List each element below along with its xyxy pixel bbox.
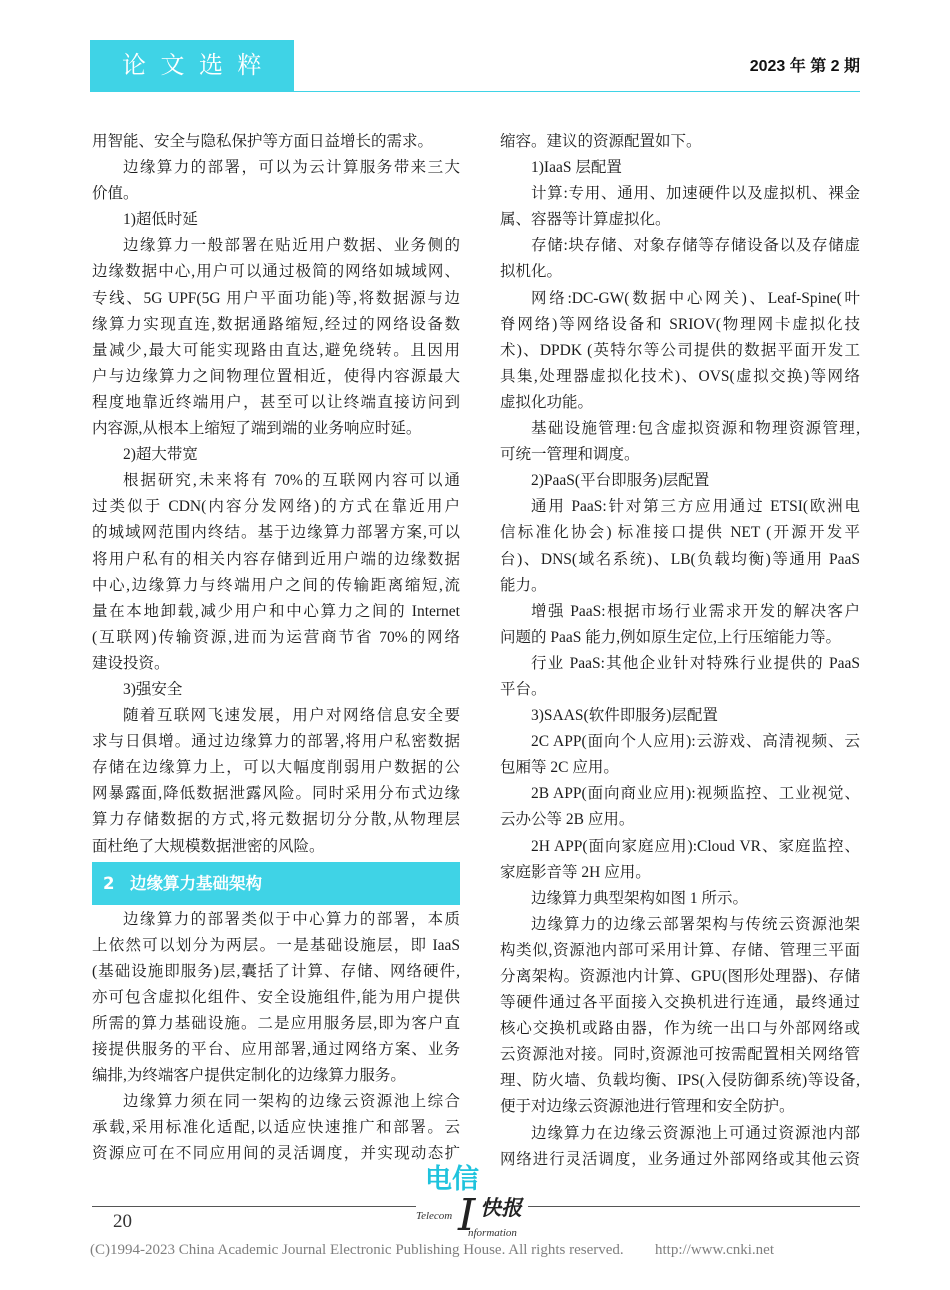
text-line: 户与边缘算力之间物理位置相近，使得内容源最大	[92, 367, 460, 385]
text-line: 求与日俱增。通过边缘算力的部署,将用户私密数据	[92, 733, 460, 751]
paragraph	[500, 233, 860, 285]
text-line: 增强 PaaS:根据市场行业需求开发的解决客户	[531, 602, 860, 620]
subheading	[500, 155, 860, 181]
text-line: 平台。	[500, 680, 547, 698]
text-line: 通用 PaaS:针对第三方应用通过 ETSI(欧洲电	[531, 498, 860, 516]
text-line: (基础设施即服务)层,囊括了计算、存储、网络硬件,	[92, 962, 460, 980]
paragraph	[500, 416, 860, 468]
text-line: 行业 PaaS:其他企业针对特殊行业提供的 PaaS	[531, 654, 860, 672]
section-heading	[92, 862, 460, 905]
text-line: 2)PaaS(平台即服务)层配置	[531, 472, 710, 490]
text-line: 网络:DC-GW(数据中心网关)、Leaf-Spine(叶	[531, 289, 860, 307]
text-line: 基础设施管理:包含虚拟资源和物理资源管理,	[531, 420, 860, 438]
left-column	[92, 129, 460, 1168]
text-line: 中心,边缘算力与终端用户之间的传输距离缩短,流	[92, 576, 460, 594]
header-rule	[294, 91, 860, 92]
text-line: 可统一管理和调度。	[500, 446, 640, 464]
text-line: 边缘算力在边缘云资源池上可通过资源池内部	[531, 1124, 860, 1142]
text-line: 术)、DPDK (英特尔等公司提供的数据平面开发工	[500, 341, 860, 359]
copyright-notice: (C)1994-2023 China Academic Journal Electronic Publishing House. All rights reserved.	[90, 1242, 624, 1258]
text-line: 拟机化。	[500, 263, 563, 281]
paragraph	[92, 129, 460, 155]
text-line: 1)IaaS 层配置	[531, 159, 622, 177]
text-line: 包厢等 2C 应用。	[500, 759, 619, 777]
right-column	[500, 129, 860, 1173]
paragraph	[92, 907, 460, 1090]
text-line: 缩容。建议的资源配置如下。	[500, 133, 702, 150]
text-line: 过类似于 CDN(内容分发网络)的方式在靠近用户	[92, 498, 460, 516]
text-line: 编排,为终端客户提供定制化的边缘算力服务。	[92, 1067, 406, 1085]
text-line: 将用户私有的相关内容存储到近用户端的边缘数据	[92, 550, 460, 568]
paragraph	[92, 155, 460, 207]
text-line: 根据研究,未来将有 70%的互联网内容可以通	[123, 472, 460, 490]
text-line: 家庭影音等 2H 应用。	[500, 863, 651, 881]
logo-cn-bottom: 快报	[480, 1196, 522, 1220]
text-line: 3)强安全	[123, 680, 183, 698]
text-line: (互联网)传输资源,进而为运营商节省 70%的网络	[92, 628, 460, 646]
text-line: 2B APP(面向商业应用):视频监控、工业视觉、	[531, 785, 860, 803]
text-line: 亦可包含虚拟化组件、安全设施组件,能为用户提供	[92, 988, 460, 1006]
text-line: 量减少,最大可能实现路由直达,避免绕转。且因用	[92, 341, 460, 359]
paragraph	[500, 886, 860, 912]
paragraph	[500, 834, 860, 886]
logo-en-top: Telecom	[416, 1210, 453, 1222]
text-line: 面杜绝了大规模数据泄密的风险。	[92, 837, 325, 855]
text-line: 建设投资。	[92, 654, 170, 672]
text-line: 存储在边缘算力上，可以大幅度削弱用户数据的公	[92, 759, 460, 777]
text-line: 分离架构。资源池内计算、GPU(图形处理器)、存储	[500, 968, 860, 985]
footer-rule-right	[528, 1206, 860, 1207]
text-line: 理、防火墙、负载均衡、IPS(入侵防御系统)等设备,	[500, 1072, 860, 1090]
section-title: 边缘算力基础架构	[130, 873, 262, 893]
subheading	[92, 442, 460, 468]
text-line: 边缘算力典型架构如图 1 所示。	[531, 889, 749, 907]
paragraph	[500, 912, 860, 1121]
text-line: 云资源池对接。同时,资源池可按需配置相关网络管	[500, 1046, 860, 1064]
paragraph	[500, 729, 860, 781]
text-line: 2C APP(面向个人应用):云游戏、高清视频、云	[531, 733, 860, 751]
text-line: 的城域网范围内终结。基于边缘算力部署方案,可以	[92, 524, 460, 542]
paragraph	[92, 703, 460, 860]
text-line: 计算:专用、通用、加速硬件以及虚拟机、裸金	[531, 185, 860, 203]
text-line: 边缘算力一般部署在贴近用户数据、业务侧的	[123, 237, 460, 255]
text-line: 具集,处理器虚拟化技术)、OVS(虚拟交换)等网络	[500, 367, 860, 385]
text-line: 边缘数据中心,用户可以通过极简的网络如城域网、	[92, 263, 460, 281]
subheading	[92, 207, 460, 233]
text-line: 承载,采用标准化适配,以适应快速推广和部署。云	[92, 1119, 460, 1137]
text-line: 网暴露面,降低数据泄露风险。同时采用分布式边缘	[92, 785, 460, 803]
text-line: 能力。	[500, 576, 547, 594]
text-line: 属、容器等计算虚拟化。	[500, 211, 671, 229]
text-line: 内容源,从根本上缩短了端到端的业务响应时延。	[92, 420, 422, 438]
text-line: 边缘算力的部署类似于中心算力的部署，本质	[123, 910, 460, 928]
text-line: 资源应可在不同应用间的灵活调度，并实现动态扩	[92, 1145, 460, 1163]
logo-cn-top: 电信	[425, 1164, 479, 1194]
text-line: 缘算力实现直连,数据通路缩短,经过的网络设备数	[92, 315, 460, 333]
text-line: 边缘算力须在同一架构的边缘云资源池上综合	[123, 1093, 460, 1111]
text-line: 程度地靠近终端用户，甚至可以让终端直接访问到	[92, 393, 460, 411]
text-line: 台)、DNS(域名系统)、LB(负载均衡)等通用 PaaS	[500, 550, 860, 568]
text-line: 专线、5G UPF(5G 用户平面功能)等,将数据源与边	[92, 289, 460, 307]
paragraph	[500, 1121, 860, 1173]
paragraph	[92, 1089, 460, 1167]
text-line: 存储:块存储、对象存储等存储设备以及存储虚	[531, 237, 860, 255]
text-line: 边缘算力的部署，可以为云计算服务带来三大	[123, 159, 460, 177]
text-line: 量在本地卸载,减少用户和中心算力之间的 Internet	[92, 602, 460, 620]
text-line: 随着互联网飞速发展，用户对网络信息安全要	[123, 707, 460, 725]
paragraph	[500, 129, 860, 155]
cnki-url: http://www.cnki.net	[655, 1242, 775, 1258]
paragraph	[500, 286, 860, 416]
journal-logo	[410, 1160, 535, 1245]
text-line: 云办公等 2B 应用。	[500, 811, 635, 829]
paragraph	[500, 181, 860, 233]
text-line: 虚拟化功能。	[500, 393, 594, 411]
text-line: 网络进行灵活调度，业务通过外部网络或其他云资	[500, 1150, 860, 1168]
paragraph	[500, 494, 860, 598]
text-line: 2H APP(面向家庭应用):Cloud VR、家庭监控、	[531, 837, 860, 855]
text-line: 核心交换机或路由器，作为统一出口与外部网络或	[500, 1020, 860, 1038]
text-line: 构类似,资源池内部可采用计算、存储、管理三平面	[500, 941, 860, 959]
text-line: 2)超大带宽	[123, 446, 198, 464]
text-line: 脊网络)等网络设备和 SRIOV(物理网卡虚拟化技	[500, 315, 860, 333]
text-line: 问题的 PaaS 能力,例如原生定位,上行压缩能力等。	[500, 628, 842, 646]
paragraph	[92, 468, 460, 677]
text-line: 接提供服务的平台、应用部署,通过网络方案、业务	[92, 1041, 460, 1059]
section-label: 论文选粹	[122, 53, 276, 79]
paragraph	[500, 781, 860, 833]
text-line: 等硬件通过各平面接入交换机进行连通，最终通过	[500, 994, 860, 1012]
subheading	[92, 677, 460, 703]
text-line: 边缘算力的边缘云部署架构与传统云资源池架	[531, 915, 860, 933]
text-line: 价值。	[92, 185, 139, 203]
text-line: 3)SAAS(软件即服务)层配置	[531, 707, 718, 725]
logo-en-bottom: nformation	[468, 1227, 517, 1239]
page-number: 20	[113, 1211, 132, 1232]
text-line: 算力存储数据的方式,将元数据切分分散,从物理层	[92, 811, 460, 829]
subheading	[500, 468, 860, 494]
text-line: 用智能、安全与隐私保护等方面日益增长的需求。	[92, 133, 434, 150]
text-line: 上依然可以划分为两层。一是基础设施层，即 IaaS	[92, 936, 460, 954]
text-line: 信标准化协会) 标准接口提供 NET (开源开发平	[500, 524, 860, 542]
logo-initial: I	[458, 1190, 476, 1241]
text-line: 便于对边缘云资源池进行管理和安全防护。	[500, 1098, 795, 1116]
text-line: 所需的算力基础设施。二是应用服务层,即为客户直	[92, 1015, 460, 1032]
section-number: 2	[103, 873, 115, 893]
paragraph	[500, 651, 860, 703]
subheading	[500, 703, 860, 729]
footer-rule-left	[92, 1206, 416, 1207]
paragraph	[92, 233, 460, 442]
text-line: 1)超低时延	[123, 211, 198, 229]
issue-label: 2023 年 第 2 期	[749, 58, 860, 75]
paragraph	[500, 599, 860, 651]
